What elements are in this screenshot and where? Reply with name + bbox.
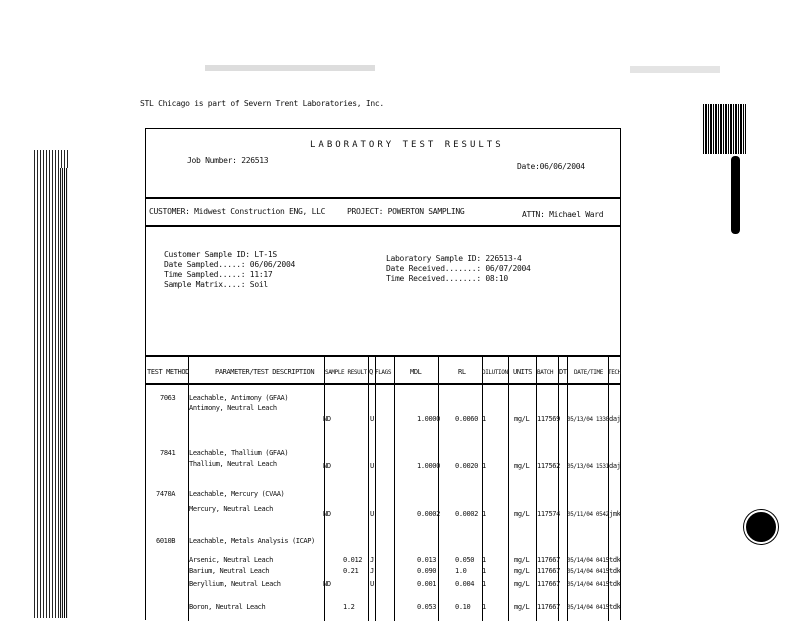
sample-info-left: [164, 250, 295, 290]
row-mdl: 0.0002: [417, 510, 440, 518]
row-units: mg/L: [514, 510, 530, 518]
row-rl: 0.0060: [455, 415, 478, 423]
row-rl: 0.0020: [455, 462, 478, 470]
row-q: J: [370, 556, 374, 564]
column-divider: [394, 355, 395, 621]
row-result: ND: [323, 510, 331, 518]
row-tech: daj: [609, 415, 621, 423]
row-q: J: [370, 567, 374, 575]
col-header: UNITS: [513, 368, 533, 376]
group-title: Leachable, Mercury (CVAA): [189, 490, 285, 498]
row-units: mg/L: [514, 462, 530, 470]
row-rl: 0.004: [455, 580, 475, 588]
row-mdl: 0.090: [417, 567, 437, 575]
row-tech: tdk: [609, 580, 621, 588]
column-divider: [368, 355, 369, 621]
col-header: Q: [369, 368, 373, 376]
test-method: 7841: [160, 449, 176, 457]
scan-bar-artifact: [731, 156, 740, 234]
row-batch: 117562: [537, 462, 560, 470]
scan-edge-artifact-inner: [60, 168, 68, 618]
row-units: mg/L: [514, 556, 530, 564]
row-tech: daj: [609, 462, 621, 470]
row-datetime: 05/14/04 0415: [567, 568, 609, 575]
row-dilution: 1: [482, 415, 486, 423]
row-mdl: 0.013: [417, 556, 437, 564]
row-batch: 117667: [537, 603, 560, 611]
row-batch: 117574: [537, 510, 560, 518]
test-method: 7063: [160, 394, 176, 402]
test-method: 6010B: [156, 537, 176, 545]
attn: ATTN: Michael Ward: [522, 210, 604, 219]
divider: [146, 383, 620, 385]
row-batch: 117667: [537, 556, 560, 564]
row-result: ND: [323, 462, 331, 470]
row-units: mg/L: [514, 415, 530, 423]
row-mdl: 0.053: [417, 603, 437, 611]
barcode-artifact: [703, 104, 746, 154]
row-dilution: 1: [482, 580, 486, 588]
row-desc: Arsenic, Neutral Leach: [189, 556, 273, 564]
row-desc: Boron, Neutral Leach: [189, 603, 266, 611]
column-divider: [438, 355, 439, 621]
row-mdl: 1.0000: [417, 462, 440, 470]
sample-field: Date Sampled.....: 06/06/2004: [164, 260, 295, 269]
col-header: TECH: [608, 369, 621, 376]
row-dilution: 1: [482, 462, 486, 470]
row-desc: Beryllium, Neutral Leach: [189, 580, 281, 588]
row-units: mg/L: [514, 567, 530, 575]
row-dilution: 1: [482, 556, 486, 564]
row-result: ND: [323, 415, 331, 423]
row-result: 0.21: [343, 567, 359, 575]
punch-hole-mark: [744, 510, 778, 544]
bleed-through-mark: [630, 66, 720, 73]
row-datetime: 05/14/04 0415: [567, 604, 609, 611]
row-rl: 0.050: [455, 556, 475, 564]
row-rl: 0.10: [455, 603, 471, 611]
col-header: MDL: [410, 368, 422, 376]
column-divider: [375, 355, 376, 621]
sample-field: Date Received.......: 06/07/2004: [386, 264, 531, 273]
row-desc: Barium, Neutral Leach: [189, 567, 270, 575]
row-datetime: 05/13/04 1531: [567, 463, 609, 470]
row-mdl: 0.001: [417, 580, 437, 588]
row-tech: jmk: [609, 510, 621, 518]
sample-field: Time Received.......: 08:10: [386, 274, 508, 283]
divider: [146, 197, 620, 199]
row-q: U: [370, 510, 374, 518]
row-rl: 0.0002: [455, 510, 478, 518]
row-batch: 117667: [537, 580, 560, 588]
row-rl: 1.0: [455, 567, 467, 575]
group-title: Leachable, Metals Analysis (ICAP): [189, 537, 315, 545]
col-header: PARAMETER/TEST DESCRIPTION: [215, 368, 315, 376]
col-header: DATE/TIME: [574, 369, 603, 376]
row-q: U: [370, 462, 374, 470]
test-method: 7470A: [156, 490, 176, 498]
row-result: 1.2: [343, 603, 355, 611]
row-dilution: 1: [482, 567, 486, 575]
sample-field: Time Sampled.....: 11:17: [164, 270, 273, 279]
row-desc: Antimony, Neutral Leach: [189, 404, 277, 412]
row-dilution: 1: [482, 510, 486, 518]
col-header: BATCH: [537, 369, 554, 376]
row-desc: Mercury, Neutral Leach: [189, 505, 273, 513]
sample-info-right: [386, 254, 531, 284]
project: PROJECT: POWERTON SAMPLING: [347, 207, 465, 216]
row-tech: tdk: [609, 556, 621, 564]
row-datetime: 05/13/04 1330: [567, 416, 609, 423]
row-units: mg/L: [514, 603, 530, 611]
bleed-through-mark: [205, 65, 375, 71]
report-date: Date:06/06/2004: [517, 162, 585, 171]
col-header: SAMPLE RESULT: [325, 369, 367, 376]
job-number: Job Number: 226513: [187, 156, 269, 165]
row-tech: tdk: [609, 603, 621, 611]
row-units: mg/L: [514, 580, 530, 588]
row-desc: Thallium, Neutral Leach: [189, 460, 277, 468]
sample-field: Laboratory Sample ID: 226513-4: [386, 254, 522, 263]
col-header: DT: [559, 368, 567, 376]
row-q: U: [370, 580, 374, 588]
header-note: STL Chicago is part of Severn Trent Laboratories, Inc.: [140, 99, 384, 108]
customer: CUSTOMER: Midwest Construction ENG, LLC: [149, 207, 326, 216]
row-tech: tdk: [609, 567, 621, 575]
row-mdl: 1.0000: [417, 415, 440, 423]
col-header: FLAGS: [375, 369, 392, 376]
col-header: RL: [458, 368, 466, 376]
row-batch: 117569: [537, 415, 560, 423]
row-datetime: 05/14/04 0415: [567, 581, 609, 588]
report-title: LABORATORY TEST RESULTS: [310, 140, 504, 150]
col-header: TEST METHOD: [147, 368, 189, 376]
divider: [146, 225, 620, 227]
sample-field: Customer Sample ID: LT-1S: [164, 250, 277, 259]
row-q: U: [370, 415, 374, 423]
column-divider: [508, 355, 509, 621]
row-datetime: 05/14/04 0415: [567, 557, 609, 564]
row-dilution: 1: [482, 603, 486, 611]
group-title: Leachable, Thallium (GFAA): [189, 449, 289, 457]
row-result: 0.012: [343, 556, 363, 564]
row-result: ND: [323, 580, 331, 588]
group-title: Leachable, Antimony (GFAA): [189, 394, 289, 402]
row-batch: 117667: [537, 567, 560, 575]
divider: [146, 355, 620, 357]
sample-field: Sample Matrix....: Soil: [164, 280, 268, 289]
row-datetime: 05/11/04 0542: [567, 511, 609, 518]
col-header: DILUTION: [482, 369, 508, 376]
